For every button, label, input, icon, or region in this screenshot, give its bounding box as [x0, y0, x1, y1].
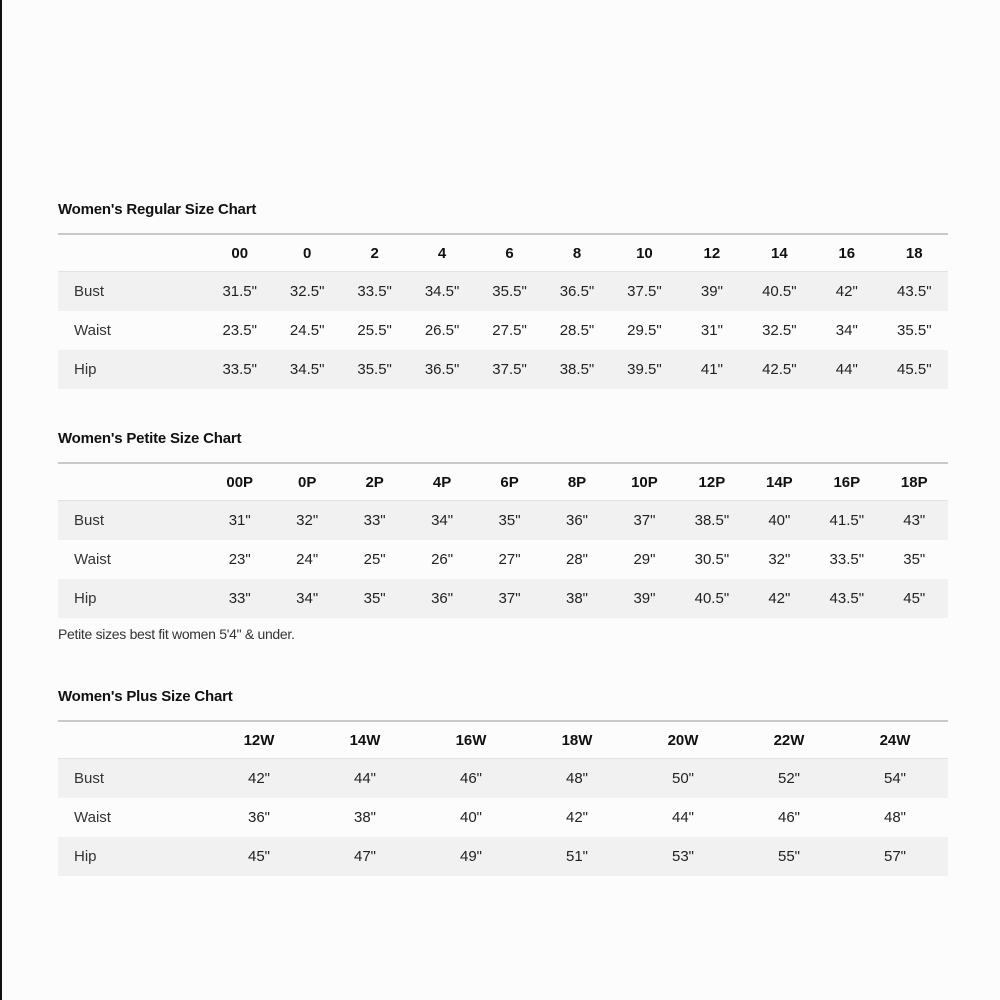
measurement-label: Bust [74, 283, 105, 300]
size-header-cell: 16P [833, 473, 861, 491]
size-header-cell: 12 [703, 244, 721, 262]
measurement-value: 32" [296, 512, 319, 529]
measurement-value: 50" [671, 770, 694, 787]
size-header-cell: 6P [500, 473, 519, 491]
measurement-label: Hip [74, 590, 97, 607]
measurement-value: 36" [431, 590, 454, 607]
size-header-cell: 24W [879, 731, 911, 749]
measurement-value: 28.5" [559, 322, 595, 339]
measurement-value: 39" [700, 283, 723, 300]
measurement-value: 54" [883, 770, 906, 787]
measurement-value: 27" [498, 551, 521, 568]
size-header-cell: 10 [636, 244, 653, 262]
measurement-value: 32.5" [289, 283, 325, 300]
measurement-value: 33" [228, 590, 251, 607]
plus-size-chart [58, 687, 948, 876]
size-header-cell: 4P [432, 473, 452, 491]
size-header-cell: 0 [303, 244, 312, 262]
header-corner-cell [58, 463, 206, 501]
measurement-value: 30.5" [694, 551, 730, 568]
measurement-value: 51" [565, 848, 588, 865]
measurement-value: 57" [883, 848, 906, 865]
measurement-value: 42.5" [762, 361, 797, 378]
size-header-cell: 0P [298, 473, 317, 491]
measurement-value: 33.5" [829, 551, 865, 568]
header-corner-cell [58, 721, 206, 759]
measurement-value: 34" [296, 590, 319, 607]
measurement-row [58, 540, 948, 579]
measurement-value: 29" [633, 551, 656, 568]
size-header-row [58, 721, 948, 759]
measurement-value: 32.5" [762, 322, 797, 339]
measurement-value: 53" [671, 848, 694, 865]
measurement-value: 42" [768, 590, 791, 607]
measurement-value: 44" [671, 809, 694, 826]
measurement-value: 31" [700, 322, 723, 339]
size-table [58, 233, 948, 389]
size-header-row [58, 463, 948, 501]
measurement-value: 40.5" [694, 590, 730, 607]
petite-size-chart [58, 429, 948, 618]
measurement-value: 38" [353, 809, 376, 826]
measurement-value: 29.5" [627, 322, 662, 339]
size-header-cell: 8 [572, 244, 582, 262]
size-table [58, 462, 948, 618]
measurement-value: 27.5" [492, 322, 527, 339]
page-left-border [0, 0, 2, 1000]
size-header-cell: 10P [631, 473, 658, 491]
chart-title: Women's Petite Size Chart [58, 430, 242, 447]
measurement-value: 34.5" [424, 283, 460, 300]
measurement-value: 45.5" [897, 361, 932, 378]
size-header-cell: 2 [370, 244, 379, 262]
measurement-value: 42" [565, 809, 588, 826]
measurement-value: 37.5" [492, 361, 527, 378]
measurement-value: 37" [498, 590, 521, 607]
measurement-label: Bust [74, 512, 105, 529]
size-header-cell: 18W [561, 731, 593, 749]
measurement-value: 23.5" [222, 322, 257, 339]
measurement-value: 38.5" [559, 361, 595, 378]
size-header-cell: 00P [226, 473, 254, 491]
measurement-value: 46" [777, 809, 800, 826]
size-header-cell: 12W [243, 731, 275, 749]
measurement-value: 26" [431, 551, 454, 568]
measurement-value: 35" [498, 512, 521, 529]
size-header-cell: 16 [838, 244, 856, 262]
measurement-value: 41.5" [829, 512, 865, 529]
measurement-value: 38.5" [694, 512, 730, 529]
measurement-value: 45" [247, 848, 270, 865]
measurement-value: 40" [768, 512, 791, 529]
size-header-cell: 14W [349, 731, 381, 749]
measurement-value: 34.5" [289, 361, 325, 378]
measurement-value: 34" [431, 512, 454, 529]
measurement-value: 33.5" [357, 283, 392, 300]
measurement-value: 35" [903, 551, 926, 568]
measurement-value: 39" [633, 590, 656, 607]
measurement-value: 42" [835, 283, 858, 300]
measurement-label: Waist [74, 809, 111, 826]
regular-size-chart [58, 200, 948, 389]
measurement-value: 48" [883, 809, 906, 826]
measurement-value: 52" [777, 770, 800, 787]
measurement-value: 38" [565, 590, 588, 607]
measurement-value: 43" [903, 512, 926, 529]
measurement-label: Waist [74, 551, 111, 568]
measurement-value: 49" [459, 848, 482, 865]
measurement-row [58, 759, 948, 799]
size-header-cell: 14P [766, 473, 793, 491]
measurement-row [58, 272, 948, 312]
measurement-value: 28" [565, 551, 588, 568]
measurement-value: 36" [565, 512, 588, 529]
measurement-value: 37" [633, 512, 656, 529]
measurement-label: Hip [74, 848, 97, 865]
measurement-value: 33" [363, 512, 386, 529]
size-header-cell: 4 [437, 244, 447, 262]
size-header-cell: 14 [771, 244, 788, 262]
measurement-value: 37.5" [627, 283, 662, 300]
measurement-value: 45" [903, 590, 926, 607]
size-header-cell: 8P [567, 473, 587, 491]
measurement-label: Hip [74, 361, 97, 378]
measurement-row [58, 311, 948, 350]
measurement-value: 43.5" [897, 283, 932, 300]
measurement-row [58, 501, 948, 541]
measurement-value: 35" [363, 590, 386, 607]
measurement-value: 44" [835, 361, 858, 378]
measurement-value: 31.5" [222, 283, 257, 300]
measurement-value: 34" [835, 322, 858, 339]
measurement-value: 25.5" [357, 322, 392, 339]
measurement-value: 24" [296, 551, 319, 568]
measurement-value: 40.5" [762, 283, 797, 300]
measurement-value: 33.5" [222, 361, 257, 378]
measurement-value: 23" [228, 551, 251, 568]
size-header-cell: 20W [667, 731, 699, 749]
measurement-value: 44" [353, 770, 376, 787]
header-corner-cell [58, 234, 206, 272]
measurement-row [58, 837, 948, 876]
measurement-value: 46" [459, 770, 482, 787]
chart-title: Women's Plus Size Chart [58, 688, 233, 705]
size-header-cell: 2P [365, 473, 384, 491]
measurement-value: 25" [363, 551, 386, 568]
measurement-value: 31" [228, 512, 251, 529]
size-header-cell: 00 [231, 244, 249, 262]
size-header-row [58, 234, 948, 272]
size-header-cell: 22W [773, 731, 805, 749]
measurement-value: 35.5" [492, 283, 527, 300]
size-header-cell: 6 [505, 244, 514, 262]
measurement-row [58, 798, 948, 837]
measurement-row [58, 579, 948, 618]
measurement-value: 32" [768, 551, 791, 568]
measurement-value: 47" [353, 848, 376, 865]
measurement-value: 55" [777, 848, 800, 865]
measurement-value: 35.5" [897, 322, 932, 339]
measurement-value: 36.5" [559, 283, 595, 300]
measurement-value: 24.5" [289, 322, 325, 339]
measurement-value: 39.5" [627, 361, 662, 378]
measurement-value: 43.5" [829, 590, 865, 607]
size-header-cell: 12P [698, 473, 726, 491]
chart-title: Women's Regular Size Chart [58, 201, 257, 218]
size-header-cell: 18P [900, 473, 928, 491]
size-table [58, 720, 948, 876]
measurement-value: 48" [565, 770, 588, 787]
measurement-label: Bust [74, 770, 105, 787]
measurement-value: 26.5" [424, 322, 460, 339]
measurement-row [58, 350, 948, 389]
measurement-value: 40" [459, 809, 482, 826]
petite-fit-note: Petite sizes best fit women 5'4" & under. [58, 626, 295, 642]
measurement-value: 36" [247, 809, 270, 826]
size-header-cell: 16W [455, 731, 487, 749]
measurement-value: 36.5" [424, 361, 460, 378]
measurement-label: Waist [74, 322, 111, 339]
measurement-value: 41" [700, 361, 723, 378]
measurement-value: 42" [247, 770, 270, 787]
measurement-value: 35.5" [357, 361, 392, 378]
size-header-cell: 18 [905, 244, 923, 262]
